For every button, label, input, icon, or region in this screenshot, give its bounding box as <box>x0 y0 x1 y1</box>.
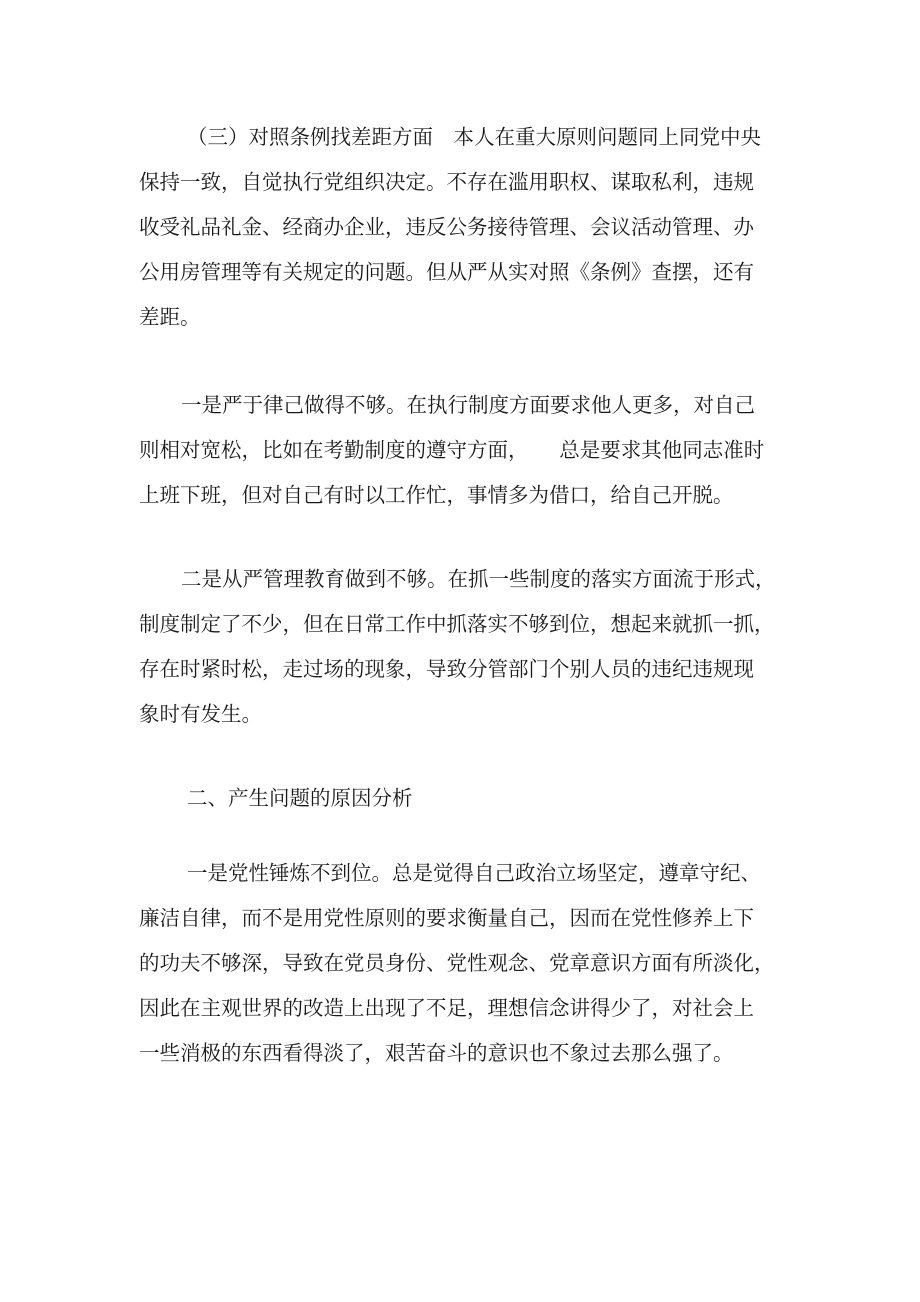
paragraph-strict-self <box>139 383 789 518</box>
text-line: 的功夫不够深，导致在党员身份、党性观念、党章意识方面有所淡化， <box>139 951 775 975</box>
text-line: 象时有发生。 <box>139 702 262 726</box>
text-line: 制度制定了不少，但在日常工作中抓落实不够到位，想起来就抓一抓， <box>139 612 775 636</box>
section-heading-causes <box>139 776 789 821</box>
text-line: 保持一致，自觉执行党组织决定。不存在滥用职权、谋取私利，违规 <box>139 170 754 194</box>
text-line: 差距。 <box>139 305 201 329</box>
text-line: 一是党性锤炼不到位。总是觉得自己政治立场坚定，遵章守纪、 <box>187 861 761 885</box>
text-line: 公用房管理等有关规定的问题。但从严从实对照《条例》查摆，还有 <box>139 260 754 284</box>
paragraph-strict-management <box>139 557 789 737</box>
text-line: 存在时紧时松，走过场的现象，导致分管部门个别人员的违纪违规现 <box>139 657 754 681</box>
text-line: 收受礼品礼金、经商办企业，违反公务接待管理、会议活动管理、办 <box>139 215 754 239</box>
text-line: 廉洁自律，而不是用党性原则的要求衡量自己，因而在党性修养上下 <box>139 906 754 930</box>
text-line: （三）对照条例找差距方面 本人在重大原则问题同上同党中央 <box>187 125 761 149</box>
text-line: 因此在主观世界的改造上出现了不足，理想信念讲得少了，对社会上 <box>139 996 754 1020</box>
text-line: 一是严于律己做得不够。在执行制度方面要求他人更多，对自己 <box>181 393 755 417</box>
paragraph-party-spirit <box>139 851 789 1076</box>
text-line: 上班下班，但对自己有时以工作忙，事情多为借口，给自己开脱。 <box>139 483 734 507</box>
paragraph-section-three <box>139 115 789 340</box>
text-line: 则相对宽松，比如在考勤制度的遵守方面， 总是要求其他同志准时 <box>139 438 765 462</box>
text-line: 一些消极的东西看得淡了，艰苦奋斗的意识也不象过去那么强了。 <box>139 1041 734 1065</box>
section-heading: 二、产生问题的原因分析 <box>187 786 413 810</box>
text-line: 二是从严管理教育做到不够。在抓一些制度的落实方面流于形式， <box>181 567 776 591</box>
